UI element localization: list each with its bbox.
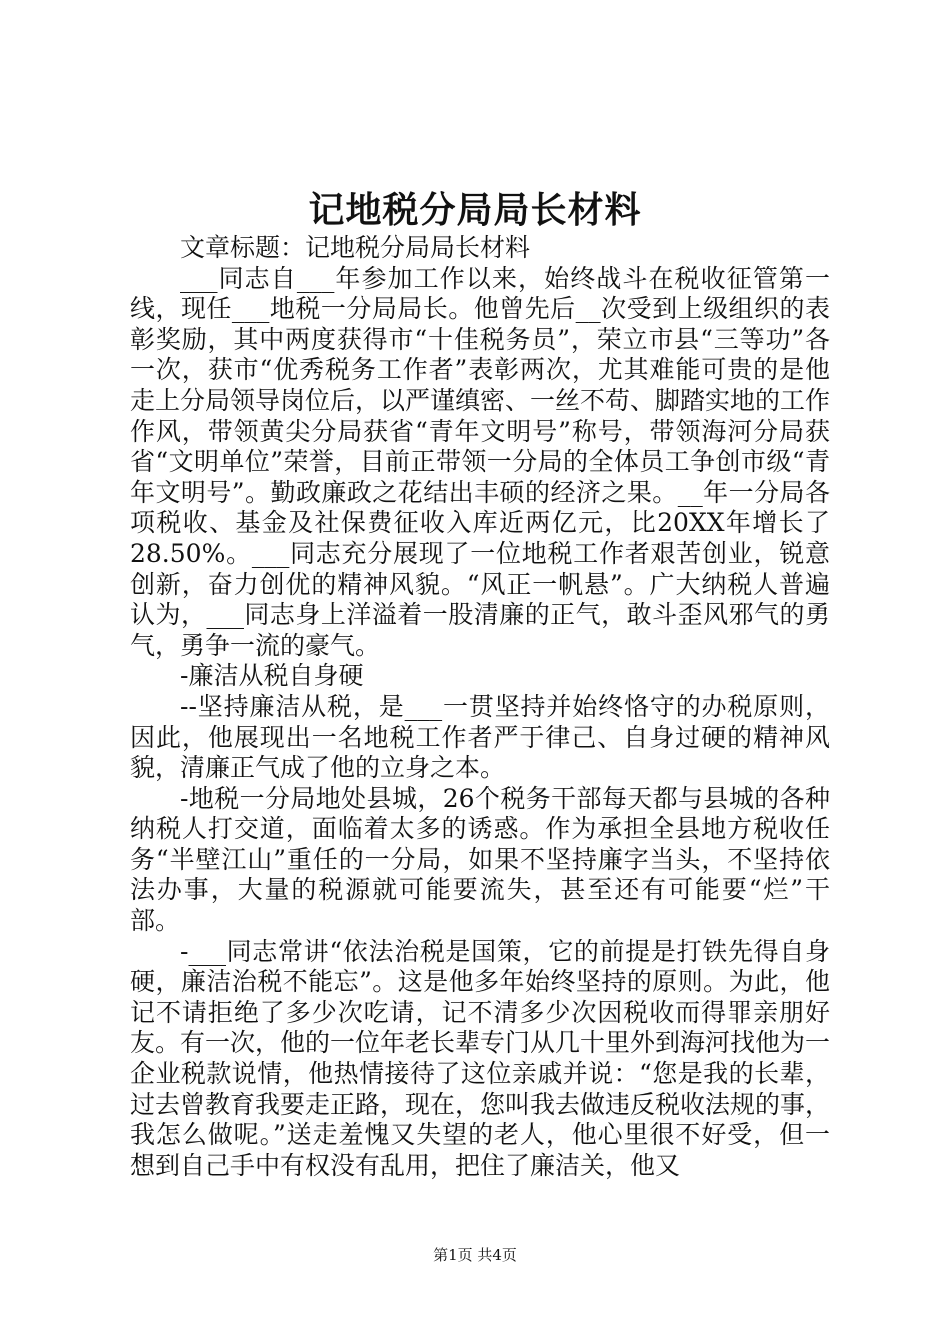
paragraph-anecdote: -___同志常讲“依法治税是国策，它的前提是打铁先得自身硬，廉洁治税不能忘”。这是他多年始终坚持的原则。为此，他记不请拒绝了多少次吃请，记不清多少次因税收而得罪亲朋好友。有一次，他的一位年老长辈专门从几十里外到海河找他为一企业税款说情，他热情接待了这位亲戚并说：“您是我的长辈，过去曾教育我要走正路，现在，您叫我去做违反税收法规的事，我怎么做呢。”送走羞愧又失望的老人，他心里很不好受，但一想到自己手中有权没有乱用，把住了廉洁关，他又 xyxy=(130,936,831,1180)
document-body xyxy=(130,233,830,1181)
paragraph-principle: --坚持廉洁从税，是___一贯坚持并始终恪守的办税原则，因此，他展现出一名地税工作者严于律己、自身过硬的精神风貌，清廉正气成了他的立身之本。 xyxy=(130,691,830,783)
paragraph-intro: ___同志自___年参加工作以来，始终战斗在税收征管第一线，现任___地税一分局局长。他曾先后__次受到上级组织的表彰奖励，其中两度获得市“十佳税务员”，荣立市县“三等功”各一次，获市“优秀税务工作者”表彰两次，尤其难能可贵的是他走上分局领导岗位后，以严谨缜密、一丝不苟、脚踏实地的工作作风，带领黄尖分局获省“青年文明号”称号，带领海河分局获省“文明单位”荣誉，目前正带领一分局的全体员工争创市级“青年文明号”。勤政廉政之花结出丰硕的经济之果。__年一分局各项税收、基金及社保费征收入库近两亿元，比20XX年增长了28.50%。___同志充分展现了一位地税工作者艰苦创业，锐意创新，奋力创优的精神风貌。“风正一帆悬”。广大纳税人普遍认为，___同志身上洋溢着一股清廉的正气，敢斗歪风邪气的勇气，勇争一流的豪气。 xyxy=(130,263,831,660)
document-title: 记地税分局局长材料 xyxy=(308,189,642,231)
paragraph-section-heading: -廉洁从税自身硬 xyxy=(180,661,364,691)
paragraph-article-heading: 文章标题：记地税分局局长材料 xyxy=(180,233,531,262)
page-footer: 第1页 共4页 xyxy=(433,1246,517,1264)
paragraph-county-branch: -地税一分局地处县城，26个税务干部每天都与县城的各种纳税人打交道，面临着太多的诱惑。作为承担全县地方税收任务“半壁江山”重任的一分局，如果不坚持廉字当头，不坚持依法办事，大量的税源就可能要流失，甚至还有可能要“烂”干部。 xyxy=(130,783,830,936)
